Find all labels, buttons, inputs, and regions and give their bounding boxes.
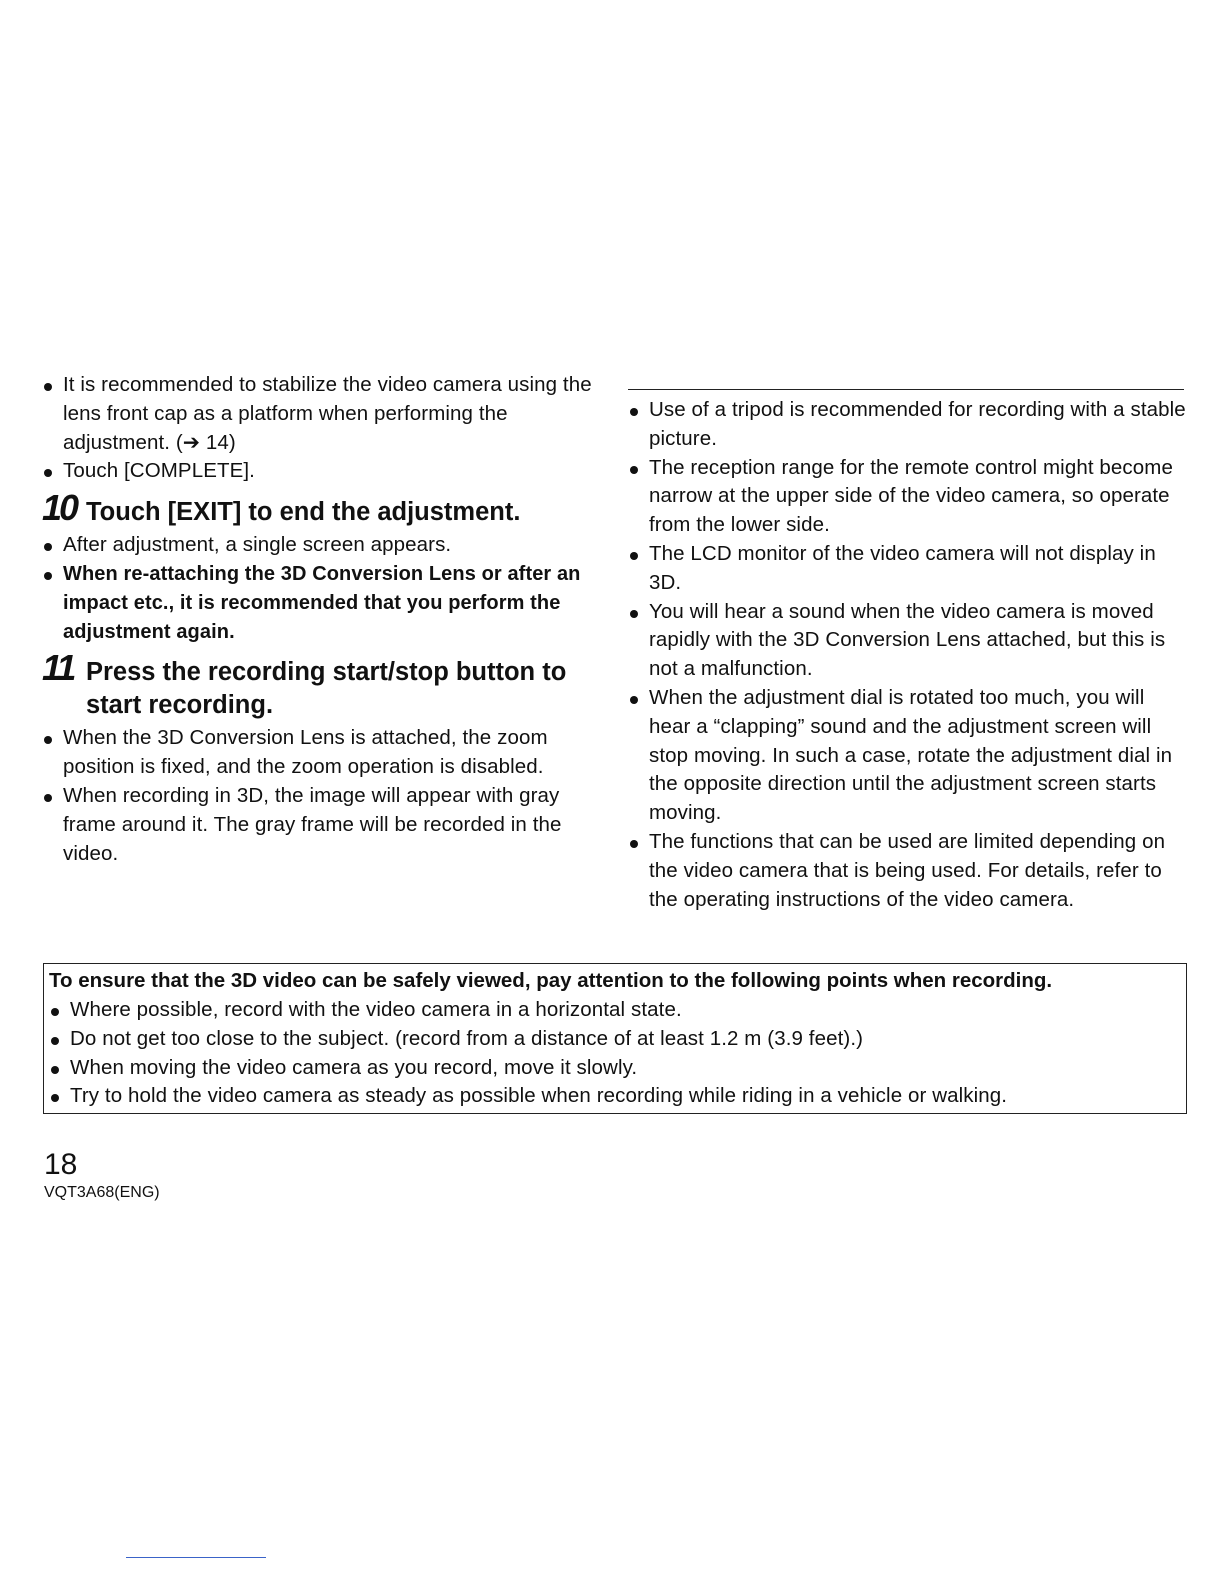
list-item: The functions that can be used are limited depending on the video camera that is being used. For details, refer to the operating instructions of the video camera. — [628, 828, 1188, 914]
notice-heading: To ensure that the 3D video can be safely viewed, pay attention to the following points when recording. — [49, 969, 1053, 992]
model-code: VQT3A68(ENG) — [44, 1184, 160, 1201]
list-item: The LCD monitor of the video camera will not display in 3D. — [628, 540, 1188, 598]
left-column — [42, 371, 602, 868]
step-number: 11 — [42, 647, 74, 689]
list-item: Where possible, record with the video camera in a horizontal state. — [49, 996, 1186, 1025]
safety-notice-box — [43, 963, 1187, 1114]
step-title: Press the recording start/stop button to start recording. — [86, 658, 567, 720]
scan-line-mark — [126, 1557, 266, 1558]
list-item: You will hear a sound when the video camera is moved rapidly with the 3D Conversion Lens attached, but this is not a malfunction. — [628, 598, 1188, 684]
list-item: When the adjustment dial is rotated too much, you will hear a “clapping” sound and the adjustment screen will stop moving. In such a case, rotate the adjustment dial in the opposite direction until the adjustment screen starts moving. — [628, 684, 1188, 828]
list-item: When recording in 3D, the image will appear with gray frame around it. The gray frame will be recorded in the video. — [42, 782, 602, 868]
list-item: After adjustment, a single screen appears. — [42, 531, 602, 560]
section-divider — [628, 389, 1184, 390]
list-item: Use of a tripod is recommended for recording with a stable picture. — [628, 396, 1188, 454]
step-10-heading — [42, 487, 602, 529]
list-item: When moving the video camera as you record, move it slowly. — [49, 1054, 1186, 1083]
step-title: Touch [EXIT] to end the adjustment. — [86, 498, 521, 527]
step-11-heading — [42, 647, 602, 722]
list-item: When the 3D Conversion Lens is attached, the zoom position is fixed, and the zoom operation is disabled. — [42, 724, 602, 782]
list-item: Try to hold the video camera as steady as possible when recording while riding in a vehicle or walking. — [49, 1082, 1186, 1111]
list-item: The reception range for the remote control might become narrow at the upper side of the video camera, so operate from the lower side. — [628, 454, 1188, 540]
step-10-notes — [42, 531, 602, 646]
page-number: 18 — [44, 1148, 78, 1181]
list-item: Do not get too close to the subject. (record from a distance of at least 1.2 m (3.9 feet).) — [49, 1025, 1186, 1054]
list-item: It is recommended to stabilize the video camera using the lens front cap as a platform when performing the adjustment. (➔ 14) — [42, 371, 602, 457]
list-item-emphasis: When re-attaching the 3D Conversion Lens or after an impact etc., it is recommended that you perform the adjustment again. — [42, 560, 602, 646]
notice-list — [49, 996, 1186, 1111]
recording-notes-list — [628, 396, 1188, 914]
step-11-notes — [42, 724, 602, 868]
step-number: 10 — [42, 487, 77, 529]
adjustment-notes-list — [42, 371, 602, 486]
list-item: Touch [COMPLETE]. — [42, 457, 602, 486]
right-column — [628, 371, 1188, 914]
